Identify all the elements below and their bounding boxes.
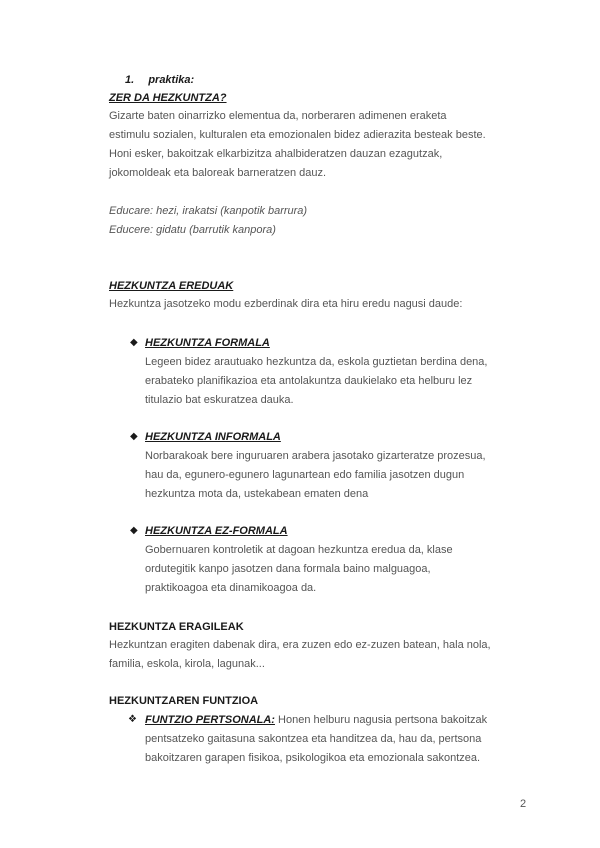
intro-line: Gizarte baten oinarrizko elementua da, norberaren adimenen eraketa: [109, 110, 447, 122]
practice-header: [125, 73, 194, 87]
intro-line: jokomoldeak eta baloreak barneratzen dauz.: [109, 167, 327, 179]
agents-line: Hezkuntzan eragiten dabenak dira, era zuzen edo ez-zuzen batean, hala nola,: [109, 639, 491, 651]
practice-label: praktika:: [148, 74, 195, 86]
model-title-nonformal: HEZKUNTZA EZ-FORMALA: [145, 525, 288, 537]
functions-heading: HEZKUNTZAREN FUNTZIOA: [109, 695, 259, 707]
etymology-educere: Educere: gidatu (barrutik kanpora): [109, 224, 276, 236]
intro-heading: ZER DA HEZKUNTZA?: [109, 92, 227, 104]
intro-line: Honi esker, bakoitzak elkarbizitza ahalbideratzen dauzan ezagutzak,: [109, 148, 443, 160]
model-line: Norbarakoak bere inguruaren arabera jasotako gizarteratze prozesua,: [145, 450, 486, 462]
model-title-informal: HEZKUNTZA INFORMALA: [145, 431, 281, 443]
model-line: hezkuntza mota da, ustekabean ematen dena: [145, 488, 369, 500]
function-line: pentsatzeko gaitasuna sakontzea eta handitzea da, hau da, pertsona: [145, 733, 482, 745]
intro-line: estimulu sozialen, kulturalen eta emozionalen bidez adierazita besteak beste.: [109, 129, 486, 141]
diamond-outline-bullet-icon: ❖: [128, 714, 137, 725]
function-title-personal: FUNTZIO PERTSONALA:: [145, 714, 275, 726]
model-line: ordutegitik kanpo jasotzen dana formala baino malguagoa,: [145, 563, 431, 575]
page-number: 2: [520, 798, 527, 810]
diamond-bullet-icon: ◆: [130, 431, 138, 442]
model-line: Gobernuaren kontroletik at dagoan hezkuntza eredua da, klase: [145, 544, 453, 556]
model-line: praktikoagoa eta dinamikoagoa da.: [145, 582, 317, 594]
practice-number: 1.: [125, 74, 135, 86]
function-line: Honen helburu nagusia pertsona bakoitzak: [274, 714, 488, 726]
model-line: erabateko planifikazioa eta antolakuntza daukielako eta helburu lez: [145, 375, 473, 387]
model-title-formal: HEZKUNTZA FORMALA: [145, 337, 270, 349]
diamond-bullet-icon: ◆: [130, 337, 138, 348]
model-line: Legeen bidez arautuako hezkuntza da, eskola guztietan berdina dena,: [145, 356, 488, 368]
agents-line: familia, eskola, kirola, lagunak...: [109, 658, 265, 670]
etymology-educare: Educare: hezi, irakatsi (kanpotik barrura): [109, 205, 308, 217]
model-line: hau da, egunero-egunero lagunartean edo familia jasotzen dugun: [145, 469, 465, 481]
models-intro: Hezkuntza jasotzeko modu ezberdinak dira eta hiru eredu nagusi daude:: [109, 298, 463, 310]
function-first-line: [145, 713, 487, 727]
function-line: bakoitzaren garapen fisikoa, psikologikoa eta emozionala sakontzea.: [145, 752, 481, 764]
model-line: titulazio bat eskuratzea dauka.: [145, 394, 294, 406]
models-heading: HEZKUNTZA EREDUAK: [109, 280, 234, 292]
diamond-bullet-icon: ◆: [130, 525, 138, 536]
agents-heading: HEZKUNTZA ERAGILEAK: [109, 621, 244, 633]
